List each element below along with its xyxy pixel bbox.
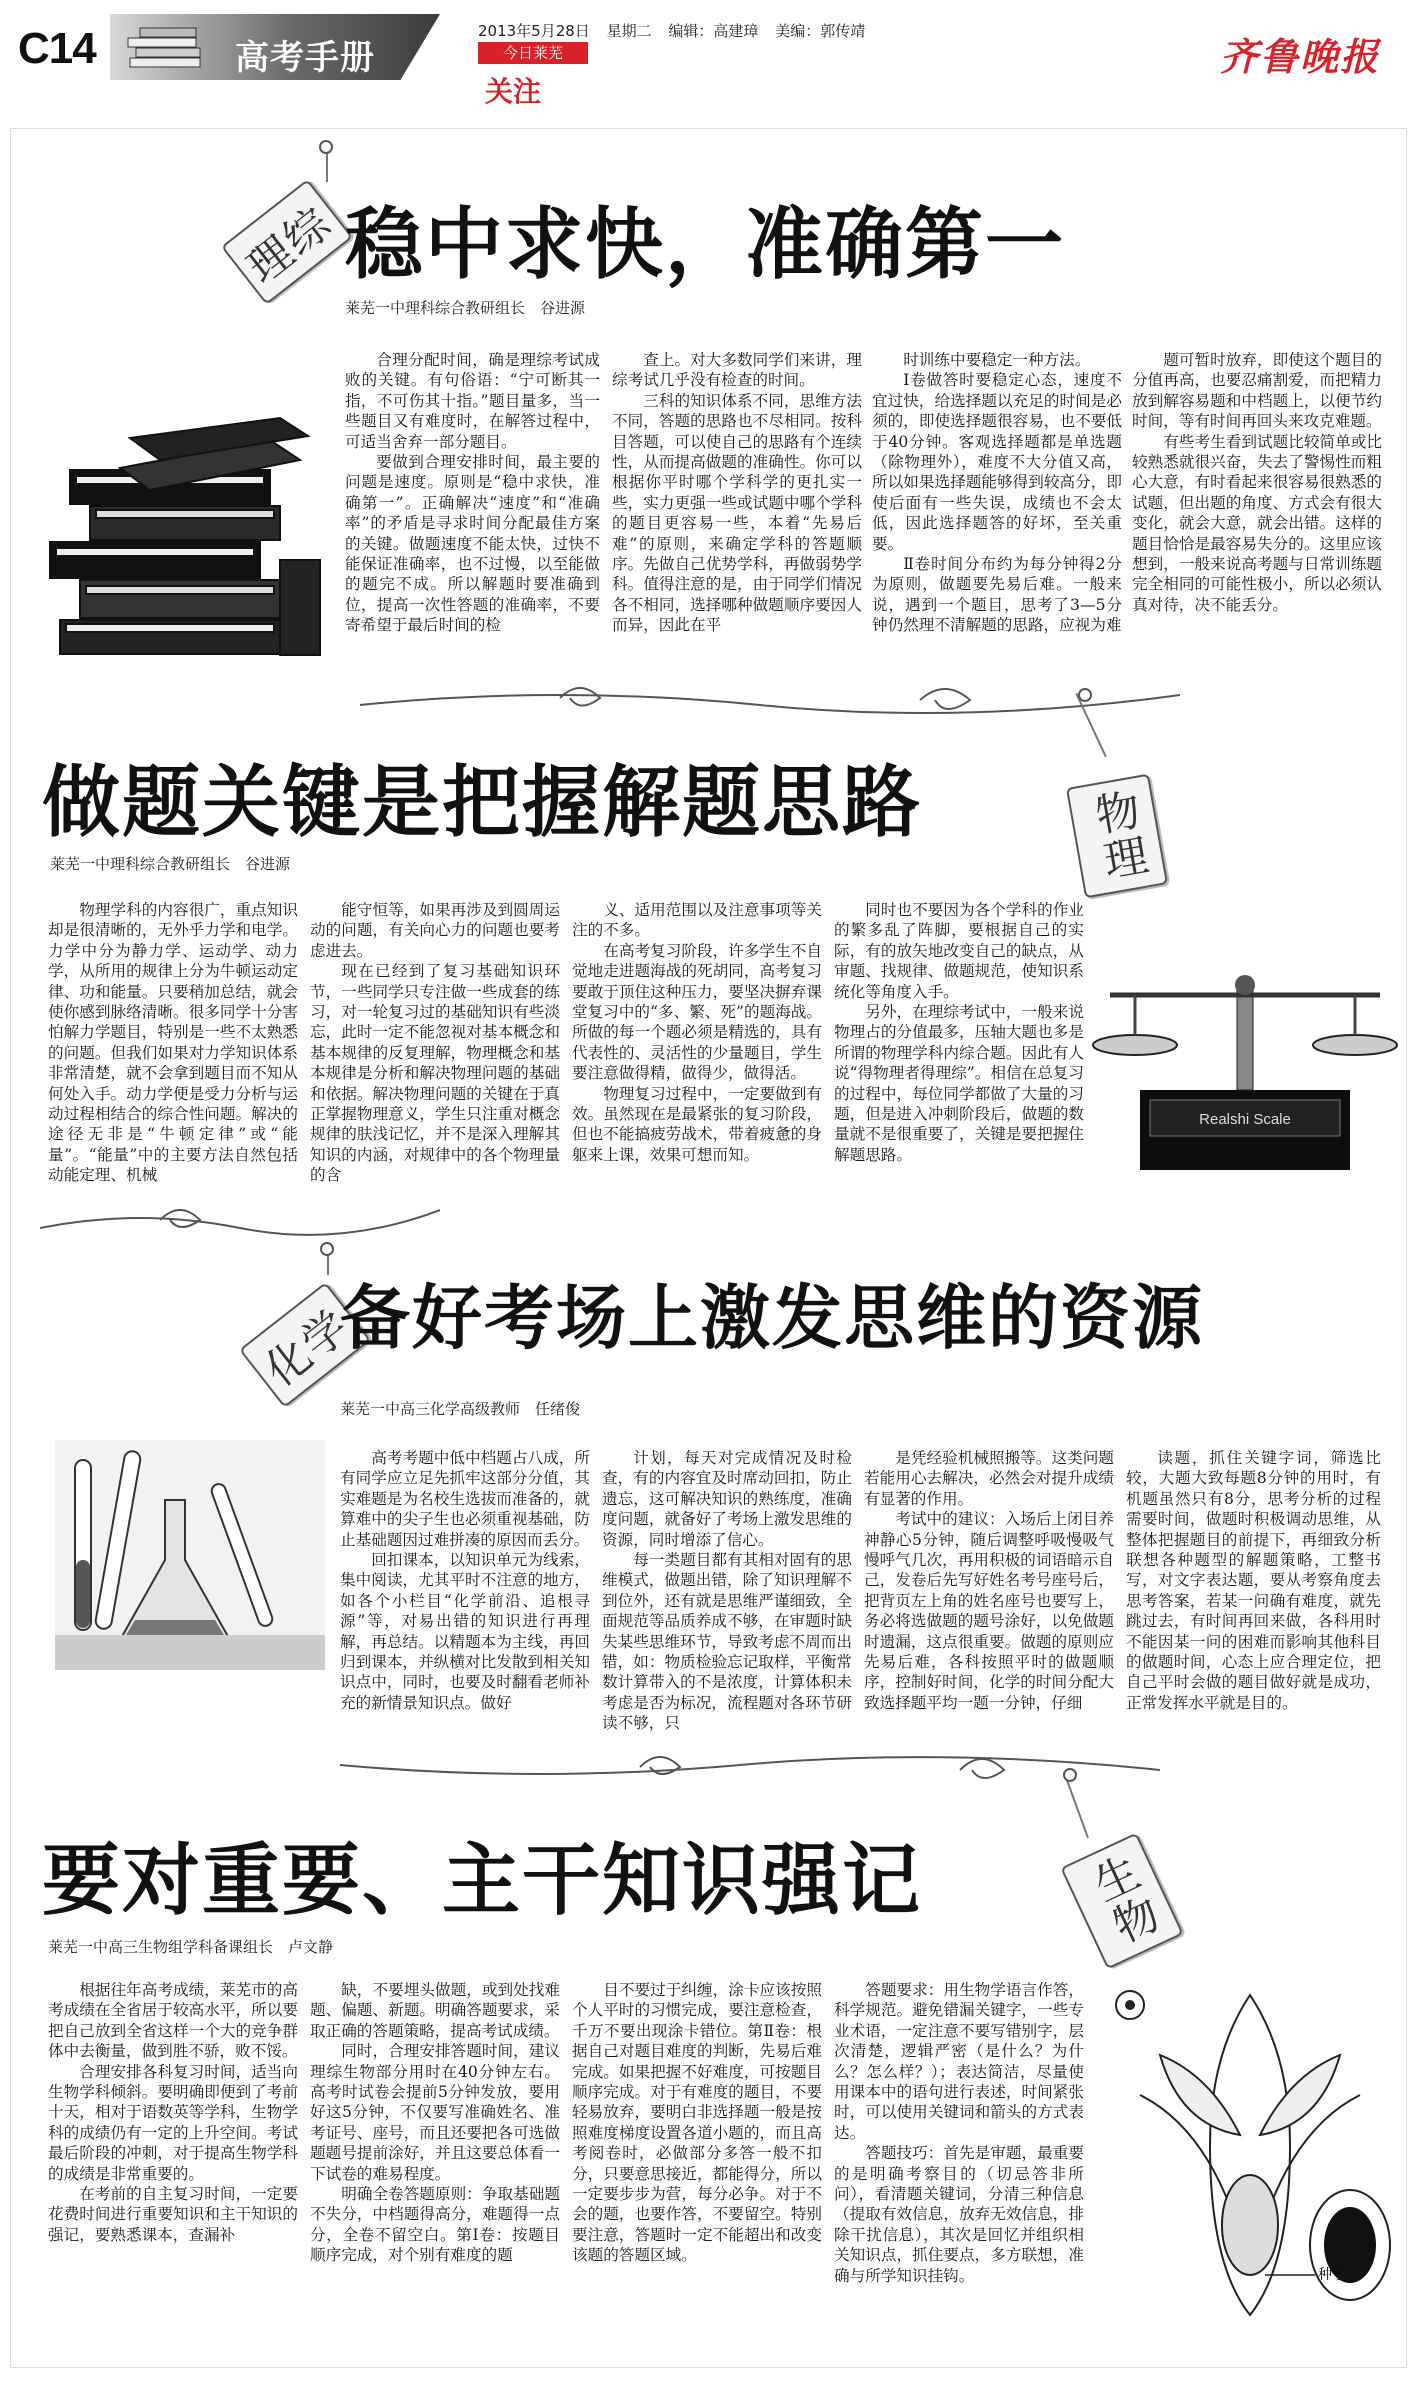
article-column: 能守恒等，如果再涉及到圆周运动的问题，有关向心力的问题也要考虑进去。 现在已经到了复习基础知识环节，一些同学只专注做一些成套的练习，对一轮复习过的基础知识有些淡忘，此时一定不能忽视对基本概念和基本规律的反复理解，物理概念和基本规律是分析和解决物理问题的基础和依据。解决物理问题的关键在于真正掌握物理意义，学生只注重对概念规律的肤浅记忆，并不是深入理解其知识的内涵，对规律中的各个物理量的含 [310, 901, 560, 1185]
article-column: 查上。对大多数同学们来讲，理综考试几乎没有检查的时间。 三科的知识体系不同，思维方法不同，答题的思路也不尽相同。按科目答题，可以使自己的思路有个连续性，从而提高做题的准确性。你可以根据你平时哪个学科学的更扎实一些，实力更强一些或试题中哪个学科的题目更容易一些，本着“先易后难”的原则，来确定学科的答题顺序。先做自己优势学科，再做弱势学科。值得注意的是，由于同学们情况各不相同，选择哪种做题顺序要因人而异，因此在平 [612, 351, 862, 635]
newspaper-masthead: 齐鲁晚报 [1220, 34, 1381, 79]
date-line [478, 20, 877, 41]
article-byline: 莱芜一中高三化学高级教师 任绪俊 [340, 1400, 581, 1418]
article-title: 稳中求快，准确第一 [345, 200, 1066, 290]
swirl-divider [40, 1200, 440, 1240]
art-editor-credit: 美编：郭传靖 [775, 22, 866, 40]
article-byline: 莱芜一中高三生物组学科备课组长 卢文静 [48, 1938, 334, 1956]
article-column: 计划，每天对完成情况及时检查，有的内容宜及时席动回扣，防止遗忘，这可解决知识的熟练度，准确度问题，就备好了考场上激发思维的资源，同时增添了信心。 每一类题目都有其相对固有的思维模式，做题出错，除了知识理解不到位外，还有就是思维严谨细致，全面规范等品质养成不够，在审题时缺失某些思维环节，导致考虑不周而出错，如：物质检验忘记取样，平衡常数计算带入的不是浓度，计算体积未考虑是否为标况，流程题对各环节研读不够，只 [602, 1449, 852, 1733]
tag-hole [1063, 1768, 1077, 1782]
swirl-divider [340, 1745, 1160, 1785]
editor-credit: 编辑：高建璋 [668, 22, 759, 40]
article-column: 题可暂时放弃，即使这个题目的分值再高，也要忍痛割爱，而把精力放到解容易题和中档题上，以便节约时间，等有时间再回头来攻克难题。 有些考生看到试题比较简单或比较熟悉就很兴奋，失去了警惕性而粗心大意，有时看起来很容易很熟悉的试题，但出题的角度、方式会有很大变化，就会大意，就会出错。这样的题目恰恰是最容易失分的。这里应该想到，一般来说高考题与日常训练题完全相同的可能性极小，所以必须认真对待，决不能丢分。 [1132, 351, 1382, 614]
article-column: 根据往年高考成绩，莱芜市的高考成绩在全省居于较高水平，所以要把自己放到全省这样一个大的竞争群体中去衡量，做到胜不骄，败不馁。 合理安排各科复习时间，适当向生物学科倾斜。要明确即便到了考前十天，相对于语数英等学科，生物学科的成绩仍有一定的上升空间。考试最后阶段的冲刺，对于提高生物学科的成绩是非常重要的。 在考前的自主复习时间，一定要花费时间进行重要知识和主干知识的强记，要熟悉课本，查漏补 [48, 1981, 298, 2244]
swirl-divider [360, 680, 1180, 720]
section-subtitle: 关注 [485, 75, 542, 108]
article-byline: 莱芜一中理科综合教研组长 谷进源 [50, 855, 291, 873]
test-tubes-image [55, 1440, 325, 1670]
article-title: 要对重要、主干知识强记 [42, 1836, 923, 1926]
article-column: 缺，不要埋头做题，或到处找难题、偏题、新题。明确答题要求，采取正确的答题策略，提高考试成绩。 同时，合理安排答题时间，建议理综生物部分用时在40分钟左右。高考时试卷会提前5分钟发放，要用好这5分钟，不仅要写准确姓名、准考证号、座号，而且还要把各可选做题题号提前涂好，并且这要总体看一下试卷的难易程度。 明确全卷答题原则：争取基础题不失分，中档题得高分，难题得一点分，全卷不留空白。第Ⅰ卷：按题目顺序完成，对个别有难度的题 [310, 1981, 560, 2265]
article-byline: 莱芜一中理科综合教研组长 谷进源 [345, 299, 586, 317]
article-column: 合理分配时间，确是理综考试成败的关键。有句俗语：“宁可断其一指，不可伤其十指。”题目量多，当一些题目又有难度时，在解答过程中，可适当舍弃一部分题目。 要做到合理安排时间，最主要的问题是速度。原则是“稳中求快，准确第一”。正确解决“速度”和“准确率”的矛盾是寻求时间分配最佳方案的关键。做题速度不能太快，过快不能保证准确率，也不过慢，以至能做的题完不成。所以解题时要准确到位，提高一次性答题的准确率，不要寄希望于最后时间的检 [345, 351, 600, 635]
stack-of-books-image [40, 410, 330, 670]
banner-title: 高考手册 [235, 38, 375, 78]
issue-date: 2013年5月28日 [478, 22, 590, 40]
tag-hole [1078, 688, 1092, 702]
flower-diagram-image [1100, 1975, 1400, 2335]
books-icon [122, 22, 217, 74]
article-column: 义、适用范围以及注意事项等关注的不多。 在高考复习阶段，许多学生不自觉地走进题海战的死胡同，高考复习要敢于顶住这种压力，要坚决摒弃课堂复习中的“多、繁、死”的题海战。所做的每一个题必须是精选的，具有代表性的、灵活性的少量题目，学生要注意做得精，做得少，做得活。 物理复习过程中，一定要做到有效。虽然现在是最紧张的复习阶段，但也不能搞疲劳战术，带着疲惫的身躯来上课，效果可想而知。 [572, 901, 822, 1164]
article-column: 读题，抓住关键字词，筛选比较，大题大致每题8分钟的用时，有机题虽然只有8分，思考分析的过程需要时间，做题时积极调动思维，从整体把握题目的前提下，再细致分析联想各种题型的解题策略，工整书写，对文字表达题，要从考察角度去思考答案，若某一问确有难度，就先跳过去，有时间再回来做，各科用时不能因某一问的困难而影响其他科目的做题时间，心态上应合理定位，把自己平时会做的题目做好就是成功，正常发挥水平就是目的。 [1126, 1449, 1381, 1712]
tag-hole [320, 1242, 334, 1256]
diagram-label: 种子 [1318, 2267, 1346, 2283]
scale-label: Realshi Scale [1199, 1111, 1291, 1128]
subject-tag-shengwu: 生物 [1060, 1832, 1183, 1969]
article-column: 高考考题中低中档题占八成，所有同学应立足先抓牢这部分分值，其实难题是为名校生选拔而准备的，就算难中的尖子生也必须重视基础，防止基础题因过难拼凑的原因而丢分。 回扣课本，以知识单元为线索，集中阅读，尤其平时不注意的地方，如各个小栏目“化学前沿、追根寻源”等，对易出错的知识进行再理解，再总结。以精题本为主线，再回归到课本，并纵横对比发散到相关知识点中，同时，也要及时翻看老师补充的新情景知识点。做好 [340, 1449, 590, 1712]
article-column: 目不要过于纠缠，涂卡应该按照个人平时的习惯完成，要注意检查，千万不要出现涂卡错位。第Ⅱ卷：根据自己对题目难度的判断，先易后难完成。如果把握不好难度，可按题目顺序完成。对于有难度的题目，不要轻易放弃，要明白非选择题一般是按照难度梯度设置各道小题的，而且高考阅卷时，必做部分多答一般不扣分，只要意思接近，都能得分，所以一定要步步为营，每分必争。对于不会的题，也要作答，不要留空。特别要注意，答题时一定不能超出和改变该题的答题区域。 [572, 1981, 822, 2265]
balance-scale-image [1090, 950, 1400, 1180]
article-column: 答题要求：用生物学语言作答，科学规范。避免错漏关键字，一些专业术语，一定注意不要写错别字，层次清楚，逻辑严密（是什么？为什么？怎么样？）；表达简洁，尽量使用课本中的语句进行表述，时间紧张时，可以使用关键词和箭头的方式表达。 答题技巧：首先是审题，最重要的是明确考察目的（切忌答非所问），看清题关键词，分清三种信息（提取有效信息，放弃无效信息，排除干扰信息），其次是回忆并组织相关知识点，抓住要点，多方联想，准确与所学知识挂钩。 [834, 1981, 1084, 2285]
subject-tag-lizong: 理综 [221, 179, 353, 305]
subject-tag-huaxue: 化学 [239, 1282, 371, 1408]
article-column: 时训练中要稳定一种方法。 Ⅰ卷做答时要稳定心态，速度不宜过快，给选择题以充足的时间是必须的，即使选择题很容易，也不要低于40分钟。客观选择题都是单选题（除物理外），难度不大分值又高，所以如果选择题能够得到较高分，即使后面有一些失误，成绩也不会太低，因此选择题答的好坏，至关重要。 Ⅱ卷时间分布约为每分钟得2分为原则，做题要先易后难。一般来说，遇到一个题目，思考了3—5分钟仍然理不清解题的思路，应视为难 [872, 351, 1122, 635]
article-column: 同时也不要因为各个学科的作业的繁多乱了阵脚，要根据自己的实际，有的放矢地改变自己的缺点，从审题、找规律、做题规范，使知识系统化等角度入手。 另外，在理综考试中，一般来说物理占的分值最多，压轴大题也多是所谓的物理学科内综合题。因此有人说“得物理者得理综”。相信在总复习的过程中，每位同学都做了大量的习题，但是进入冲刺阶段后，做题的数量就不是很重要了，关键是要把握住解题思路。 [834, 901, 1084, 1164]
subject-tag-wuli: 物理 [1066, 774, 1168, 899]
article-title: 备好考场上激发思维的资源 [340, 1277, 1204, 1359]
page-number: C14 [18, 24, 96, 73]
issue-weekday: 星期二 [606, 22, 652, 40]
article-column: 是凭经验机械照搬等。这类问题若能用心去解决，必然会对提升成绩有显著的作用。 考试中的建议：入场后上闭目养神静心5分钟，随后调整呼吸慢吸气慢呼气几次，再用积极的词语暗示自己，发卷后先写好姓名考号座号后，把背页左上角的姓名座号也要写上，务必将选做题的题号涂好，以免做题时遗漏，这点很重要。做题的原则应先易后难，各科按照平时的做题顺序，控制好时间，化学的时间分配大致选择题平均一题一分钟，仔细 [864, 1449, 1114, 1712]
section-tag: 今日莱芜 [478, 42, 588, 64]
article-title: 做题关键是把握解题思路 [42, 758, 923, 848]
tag-hole [319, 140, 333, 154]
article-column: 物理学科的内容很广，重点知识却是很清晰的，无外乎力学和电学。力学中分为静力学、运动学、动力学，从所用的规律上分为牛顿运动定律、功和能量。只要稍加总结，就会使你感到脉络清晰。很多同学十分害怕解力学题目，特别是一些不太熟悉的问题。但我们如果对力学知识体系非常清楚，就不会拿到题目而不知从何处入手。动力学便是受力分析与运动过程相结合的综合性问题。解决的途径无非是“牛顿定律”或“能量”。“能量”中的主要方法自然包括动能定理、机械 [48, 901, 298, 1185]
